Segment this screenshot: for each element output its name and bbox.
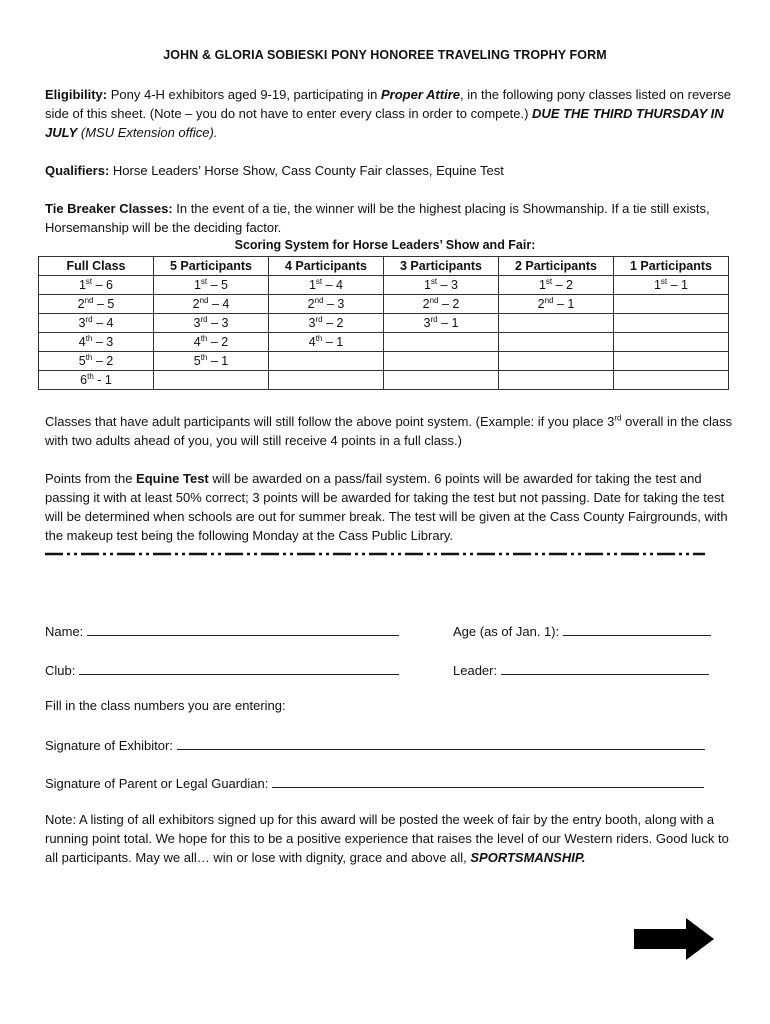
guardian-signature-label: Signature of Parent or Legal Guardian:: [45, 776, 269, 791]
place-suffix: st: [315, 276, 323, 286]
place-number: 1: [308, 278, 316, 292]
equine-test-text-2: will be awarded on a pass/fail system. 6 points will be awarded for taking the test and passing it with at least 50% correct; 3 points will be awarded for taking the test but not passing. Date for taking the test will be determined when schools are out for summer break. The test will be given at the Cass County Fairgrounds, with the makeup test being the following Monday at the Cass Public Library.: [45, 471, 728, 543]
age-field: [453, 621, 711, 639]
scoring-row: [39, 276, 729, 295]
scoring-cell: [614, 314, 729, 333]
place-suffix: st: [85, 276, 93, 286]
equine-test-bold: Equine Test: [136, 471, 209, 486]
leader-field: [453, 660, 709, 678]
points-value: – 2: [92, 354, 114, 368]
scoring-cell: [499, 371, 614, 390]
scoring-cell: [499, 276, 614, 295]
scoring-cell: [384, 371, 499, 390]
scoring-cell: [39, 295, 154, 314]
points-value: – 1: [207, 354, 229, 368]
place-suffix: th: [200, 333, 208, 343]
guardian-signature-field: [45, 773, 704, 791]
tie-breaker-label: Tie Breaker Classes:: [45, 201, 173, 216]
name-label: Name:: [45, 624, 84, 639]
scoring-cell: [384, 352, 499, 371]
scoring-table: [38, 256, 729, 390]
points-value: – 4: [92, 316, 114, 330]
cut-line-divider: [45, 551, 705, 557]
place-suffix: nd: [429, 295, 439, 305]
points-value: – 2: [438, 297, 460, 311]
scoring-header-row: [39, 257, 729, 276]
place-number: 3: [423, 316, 431, 330]
exhibitor-signature-label: Signature of Exhibitor:: [45, 738, 173, 753]
sportsmanship-text: SPORTSMANSHIP.: [470, 850, 586, 865]
scoring-cell: [384, 314, 499, 333]
scoring-cell: [39, 314, 154, 333]
eligibility-text-1: Pony 4-H exhibitors aged 9-19, participating in: [107, 87, 382, 102]
club-label: Club:: [45, 663, 76, 678]
scoring-cell: [499, 295, 614, 314]
adult-note-text-1: Classes that have adult participants will still follow the above point system. (Example: if you place 3: [45, 414, 615, 429]
points-value: – 4: [322, 278, 344, 292]
age-input-line[interactable]: [563, 621, 711, 636]
place-number: 1: [538, 278, 546, 292]
place-suffix: st: [430, 276, 438, 286]
place-number: 5: [78, 354, 86, 368]
club-field: [45, 660, 399, 678]
place-suffix: st: [200, 276, 208, 286]
scoring-cell: [269, 352, 384, 371]
place-suffix: rd: [85, 314, 93, 324]
place-number: 1: [78, 278, 86, 292]
scoring-cell: [614, 371, 729, 390]
place-suffix: rd: [315, 314, 323, 324]
points-value: – 2: [207, 335, 229, 349]
scoring-cell: [154, 314, 269, 333]
scoring-cell: [384, 333, 499, 352]
name-input-line[interactable]: [87, 621, 399, 636]
arrow-right-icon[interactable]: [632, 916, 716, 962]
place-suffix: th: [87, 371, 94, 381]
place-suffix: rd: [200, 314, 208, 324]
scoring-cell: [614, 333, 729, 352]
place-number: 2: [77, 297, 85, 311]
points-value: – 6: [92, 278, 114, 292]
points-value: – 3: [92, 335, 114, 349]
points-value: – 5: [207, 278, 229, 292]
closing-note-text: Note: A listing of all exhibitors signed up for this award will be posted the week of fair by the entry booth, along with a running point total. We hope for this to be a positive experience that raises the level of our Western riders. Good luck to all participants. May we all… win or lose with dignity, grace and above all,: [45, 812, 729, 865]
place-number: 4: [308, 335, 316, 349]
name-field: [45, 621, 399, 639]
header-5-participants: 5 Participants: [154, 257, 269, 276]
header-full-class: Full Class: [39, 257, 154, 276]
points-value: – 3: [323, 297, 345, 311]
header-1-participants: 1 Participants: [614, 257, 729, 276]
place-number: 3: [78, 316, 86, 330]
scoring-cell: [384, 276, 499, 295]
place-number: 2: [307, 297, 315, 311]
scoring-cell: [614, 276, 729, 295]
scoring-cell: [384, 295, 499, 314]
eligibility-label: Eligibility:: [45, 87, 108, 102]
guardian-signature-line[interactable]: [272, 773, 704, 788]
scoring-cell: [39, 352, 154, 371]
header-3-participants: 3 Participants: [384, 257, 499, 276]
place-suffix: nd: [199, 295, 209, 305]
scoring-cell: [614, 295, 729, 314]
place-suffix: st: [545, 276, 553, 286]
leader-label: Leader:: [453, 663, 498, 678]
place-suffix: th: [85, 352, 93, 362]
form-title: JOHN & GLORIA SOBIESKI PONY HONOREE TRAVELING TROPHY FORM: [163, 48, 607, 62]
scoring-cell: [269, 314, 384, 333]
scoring-cell: [39, 276, 154, 295]
header-4-participants: 4 Participants: [269, 257, 384, 276]
scoring-cell: [499, 352, 614, 371]
place-suffix: st: [660, 276, 668, 286]
exhibitor-signature-field: [45, 735, 705, 753]
place-number: 6: [80, 373, 88, 387]
points-value: – 1: [667, 278, 689, 292]
office-text: (MSU Extension office).: [77, 125, 218, 140]
scoring-cell: [154, 276, 269, 295]
scoring-cell: [154, 333, 269, 352]
tie-breaker-text: In the event of a tie, the winner will be the highest placing is Showmanship. If a tie still exists, Horsemanship will be the deciding factor.: [45, 201, 710, 235]
proper-attire-text: Proper Attire: [381, 87, 460, 102]
scoring-row: [39, 333, 729, 352]
age-label: Age (as of Jan. 1):: [453, 624, 560, 639]
points-value: – 2: [552, 278, 574, 292]
leader-input-line[interactable]: [501, 660, 709, 675]
place-number: 3: [308, 316, 316, 330]
adult-note-text-2: overall in the class with two adults ahead of you, you will still receive 4 points in a full class.): [45, 414, 733, 448]
scoring-row: [39, 295, 729, 314]
scoring-heading: Scoring System for Horse Leaders’ Show and Fair:: [234, 238, 536, 252]
scoring-cell: [39, 333, 154, 352]
scoring-cell: [154, 371, 269, 390]
place-number: 2: [422, 297, 430, 311]
scoring-row: [39, 314, 729, 333]
adult-note-sup: rd: [614, 413, 622, 423]
scoring-cell: [154, 295, 269, 314]
points-value: – 3: [207, 316, 229, 330]
place-number: 1: [653, 278, 661, 292]
tie-breaker-paragraph: [45, 199, 735, 237]
points-value: – 5: [93, 297, 115, 311]
adult-note-paragraph: [45, 412, 735, 450]
closing-note-paragraph: [45, 810, 735, 867]
place-number: 3: [193, 316, 201, 330]
scoring-cell: [499, 314, 614, 333]
place-number: 4: [193, 335, 201, 349]
scoring-cell: [269, 295, 384, 314]
qualifiers-label: Qualifiers:: [45, 163, 110, 178]
class-numbers-label: Fill in the class numbers you are entering:: [45, 698, 286, 713]
scoring-row: [39, 371, 729, 390]
scoring-cell: [499, 333, 614, 352]
place-suffix: rd: [430, 314, 438, 324]
club-input-line[interactable]: [79, 660, 399, 675]
scoring-cell: [269, 333, 384, 352]
scoring-cell: [269, 371, 384, 390]
place-number: 2: [192, 297, 200, 311]
place-suffix: th: [85, 333, 93, 343]
equine-test-text-1: Points from the: [45, 471, 137, 486]
exhibitor-signature-line[interactable]: [177, 735, 705, 750]
place-number: 1: [193, 278, 201, 292]
place-suffix: th: [315, 333, 323, 343]
qualifiers-paragraph: [45, 161, 735, 180]
eligibility-text-2: , in the following pony classes listed on reverse side of this sheet. (Note – you do not have to enter every class in order to compete.): [45, 87, 731, 121]
due-date-text: DUE THE THIRD THURSDAY IN JULY: [45, 106, 724, 140]
points-value: – 2: [322, 316, 344, 330]
eligibility-paragraph: [45, 85, 735, 142]
scoring-cell: [154, 352, 269, 371]
points-value: – 3: [437, 278, 459, 292]
equine-test-paragraph: [45, 469, 735, 545]
place-number: 5: [193, 354, 201, 368]
place-number: 2: [537, 297, 545, 311]
scoring-cell: [269, 276, 384, 295]
place-suffix: th: [200, 352, 208, 362]
place-number: 4: [78, 335, 86, 349]
scoring-row: [39, 352, 729, 371]
points-value: - 1: [93, 373, 112, 387]
qualifiers-text: Horse Leaders’ Horse Show, Cass County Fair classes, Equine Test: [109, 163, 504, 178]
place-suffix: nd: [84, 295, 94, 305]
scoring-cell: [39, 371, 154, 390]
place-suffix: nd: [314, 295, 324, 305]
points-value: – 1: [553, 297, 575, 311]
header-2-participants: 2 Participants: [499, 257, 614, 276]
points-value: – 4: [208, 297, 230, 311]
points-value: – 1: [437, 316, 459, 330]
place-suffix: nd: [544, 295, 554, 305]
class-numbers-field: [45, 698, 286, 713]
scoring-cell: [614, 352, 729, 371]
place-number: 1: [423, 278, 431, 292]
points-value: – 1: [322, 335, 344, 349]
